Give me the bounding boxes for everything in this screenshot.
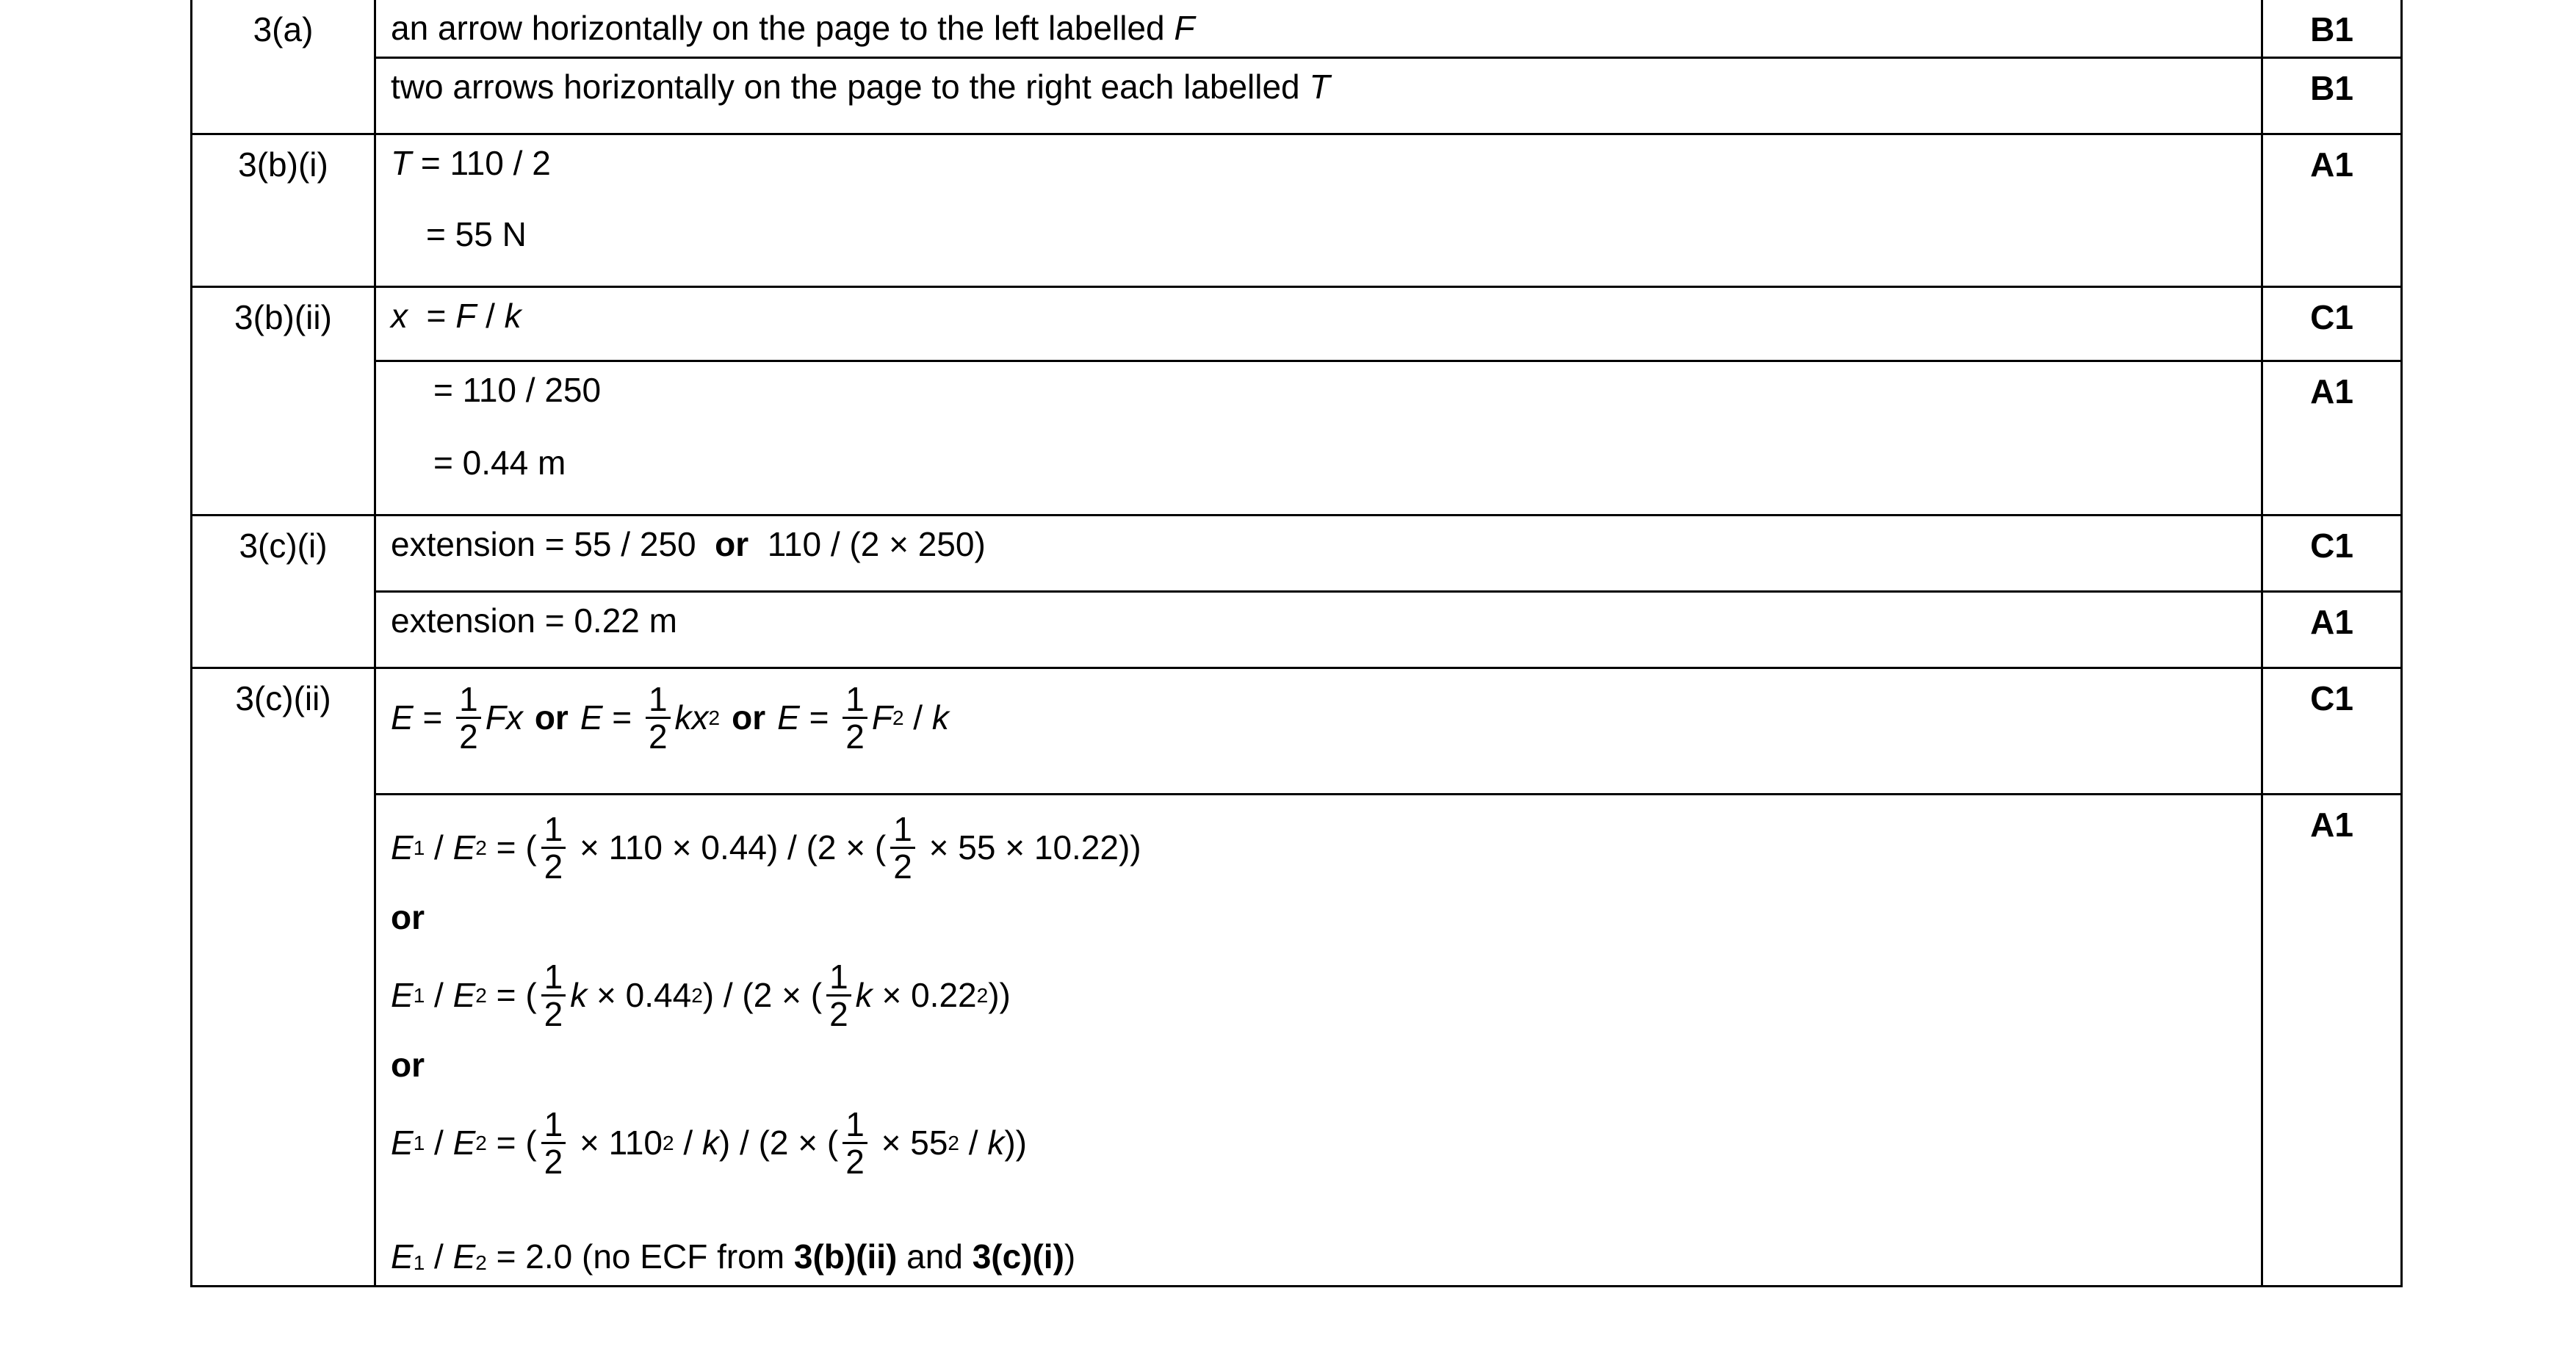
var-k: k [701, 1124, 719, 1162]
var-e: E [777, 698, 800, 737]
mark-cell: C1 [2262, 668, 2402, 794]
expression: )) [1004, 1124, 1027, 1162]
question-reference: 3(b)(ii) [793, 1237, 898, 1276]
denominator: 2 [845, 1143, 865, 1182]
question-number: 3(b)(i) [192, 134, 375, 286]
var-e: E [452, 976, 476, 1015]
paren: ( [525, 976, 537, 1015]
denominator: 2 [459, 717, 478, 756]
answer-cell [375, 286, 2262, 361]
var-e: E [391, 1237, 414, 1276]
numerator: 1 [541, 959, 566, 997]
var-e: E [580, 698, 603, 737]
row-3bii-2 [192, 361, 2402, 515]
var-t: T [391, 143, 412, 182]
var-k: k [855, 976, 873, 1015]
var-fx: Fx [485, 698, 523, 737]
answer-line [391, 144, 2261, 183]
var-e: E [391, 1124, 414, 1162]
or-keyword: or [391, 1045, 425, 1084]
expression: × 110 × 0.44) / (2 × ( [570, 828, 887, 867]
or-keyword: or [715, 524, 749, 563]
var-k: k [504, 296, 522, 335]
var-kx: kx [674, 698, 709, 737]
expression: × 0.44 [587, 976, 692, 1015]
slash: / [674, 1124, 702, 1162]
superscript: 2 [691, 983, 703, 1007]
denominator: 2 [829, 995, 848, 1034]
numerator: 1 [826, 959, 851, 997]
answer-cell [375, 668, 2262, 794]
slash: / [903, 698, 932, 737]
ratio-line-force-squared [391, 1099, 2261, 1187]
var-e: E [391, 698, 414, 737]
slash: / [476, 296, 505, 335]
expression: ) [1064, 1237, 1076, 1276]
question-number: 3(b)(ii) [192, 286, 375, 515]
answer-cell [375, 0, 2262, 57]
numerator: 1 [843, 681, 867, 719]
answer-cell [375, 134, 2262, 286]
subscript: 2 [475, 1251, 487, 1274]
or-keyword: or [534, 698, 569, 737]
mark-cell: A1 [2262, 794, 2402, 1286]
expression: × 55 [871, 1124, 948, 1162]
fraction-half [843, 1104, 867, 1182]
numerator: 1 [541, 1107, 566, 1144]
fraction-half [541, 1104, 566, 1182]
label-f: F [1174, 9, 1195, 47]
numerator: 1 [890, 811, 915, 849]
expression: ) / (2 × ( [718, 1124, 839, 1162]
expression: )) [988, 976, 1011, 1015]
subscript: 2 [475, 983, 487, 1007]
subscript: 1 [413, 983, 425, 1007]
mark-cell: A1 [2262, 591, 2402, 668]
expression: and [897, 1237, 973, 1276]
answer-cell [375, 794, 2262, 1286]
fraction-half [646, 681, 671, 755]
mark-cell: B1 [2262, 57, 2402, 134]
answer-line: = 110 / 250 [433, 370, 602, 409]
equals: = [602, 698, 641, 737]
fraction-half [541, 959, 566, 1032]
denominator: 2 [845, 717, 865, 756]
var-k: k [570, 976, 588, 1015]
subscript: 1 [413, 836, 425, 859]
mark-cell: B1 [2262, 0, 2402, 57]
answer-cell [375, 57, 2262, 134]
numerator: 1 [541, 811, 566, 849]
mark-scheme-table [190, 0, 2403, 1287]
var-k: k [931, 698, 949, 737]
subscript: 2 [475, 836, 487, 859]
subscript: 1 [413, 1131, 425, 1154]
superscript: 2 [948, 1131, 959, 1154]
superscript: 2 [708, 706, 721, 729]
final-answer-line [391, 1237, 2261, 1276]
expression: × 110 [570, 1124, 663, 1162]
row-3cii-1 [192, 668, 2402, 794]
equals: = [413, 698, 452, 737]
answer-text: extension = 55 / 250 [391, 524, 715, 563]
slash: / [425, 828, 453, 867]
row-3bii-1 [192, 286, 2402, 361]
question-number: 3(c)(i) [192, 515, 375, 668]
equals: = [486, 1124, 526, 1162]
fraction-half [456, 681, 481, 755]
slash: / [425, 1237, 453, 1276]
row-3ci-1 [192, 515, 2402, 591]
var-e: E [452, 1237, 476, 1276]
or-keyword: or [391, 897, 425, 936]
fraction-half [826, 959, 851, 1032]
expression: × 55 × 10.22)) [919, 828, 1141, 867]
slash: / [425, 976, 453, 1015]
or-keyword: or [732, 698, 766, 737]
subscript: 2 [475, 1131, 487, 1154]
answer-cell [375, 361, 2262, 515]
var-e: E [391, 976, 414, 1015]
superscript: 2 [976, 983, 989, 1007]
label-t: T [1309, 67, 1330, 106]
answer-line: = 55 N [426, 214, 527, 253]
numerator: 1 [843, 1107, 867, 1144]
mark-cell: C1 [2262, 286, 2402, 361]
fraction-half [890, 811, 915, 885]
var-f: F [871, 698, 892, 737]
question-number: 3(c)(ii) [192, 668, 375, 1286]
var-e: E [391, 828, 414, 867]
answer-text: two arrows horizontally on the page to the right each labelled [391, 67, 1310, 106]
paren: ( [525, 1124, 537, 1162]
subscript: 1 [413, 1251, 425, 1274]
denominator: 2 [544, 1143, 563, 1182]
answer-cell: extension = 0.22 m [375, 591, 2262, 668]
answer-text: 110 / (2 × 250) [748, 524, 986, 563]
slash: / [425, 1124, 453, 1162]
question-number: 3(a) [192, 0, 375, 134]
mark-cell: A1 [2262, 134, 2402, 286]
mark-cell: A1 [2262, 361, 2402, 515]
question-reference: 3(c)(i) [972, 1237, 1064, 1276]
denominator: 2 [544, 995, 563, 1034]
fraction-half [541, 811, 566, 885]
denominator: 2 [544, 847, 563, 886]
row-3a-2 [192, 57, 2402, 134]
answer-text: an arrow horizontally on the page to the left labelled [391, 9, 1175, 47]
row-3cii-2 [192, 794, 2402, 1286]
var-e: E [452, 828, 476, 867]
numerator: 1 [456, 681, 481, 719]
ratio-line-force-extension [391, 804, 2261, 892]
superscript: 2 [892, 706, 904, 729]
denominator: 2 [893, 847, 912, 886]
equals: = [408, 296, 456, 335]
superscript: 2 [663, 1131, 674, 1154]
var-f: F [455, 296, 477, 335]
numerator: 1 [646, 681, 671, 719]
answer-text: = 110 / 2 [411, 143, 551, 182]
equals: = [486, 828, 526, 867]
var-k: k [987, 1124, 1005, 1162]
mark-cell: C1 [2262, 515, 2402, 591]
expression: = 2.0 (no ECF from [486, 1237, 794, 1276]
paren: ( [525, 828, 537, 867]
expression: ) / (2 × ( [702, 976, 823, 1015]
row-3bi [192, 134, 2402, 286]
fraction-half [843, 681, 867, 755]
ratio-line-k-extension [391, 952, 2261, 1040]
var-x: x [391, 296, 408, 335]
row-3ci-2 [192, 591, 2402, 668]
var-e: E [452, 1124, 476, 1162]
row-3a-1 [192, 0, 2402, 57]
answer-line: = 0.44 m [433, 443, 566, 482]
denominator: 2 [648, 717, 668, 756]
energy-formula-line [391, 678, 2261, 759]
equals: = [486, 976, 526, 1015]
slash: / [959, 1124, 988, 1162]
equals: = [799, 698, 839, 737]
expression: × 0.22 [872, 976, 977, 1015]
answer-cell [375, 515, 2262, 591]
